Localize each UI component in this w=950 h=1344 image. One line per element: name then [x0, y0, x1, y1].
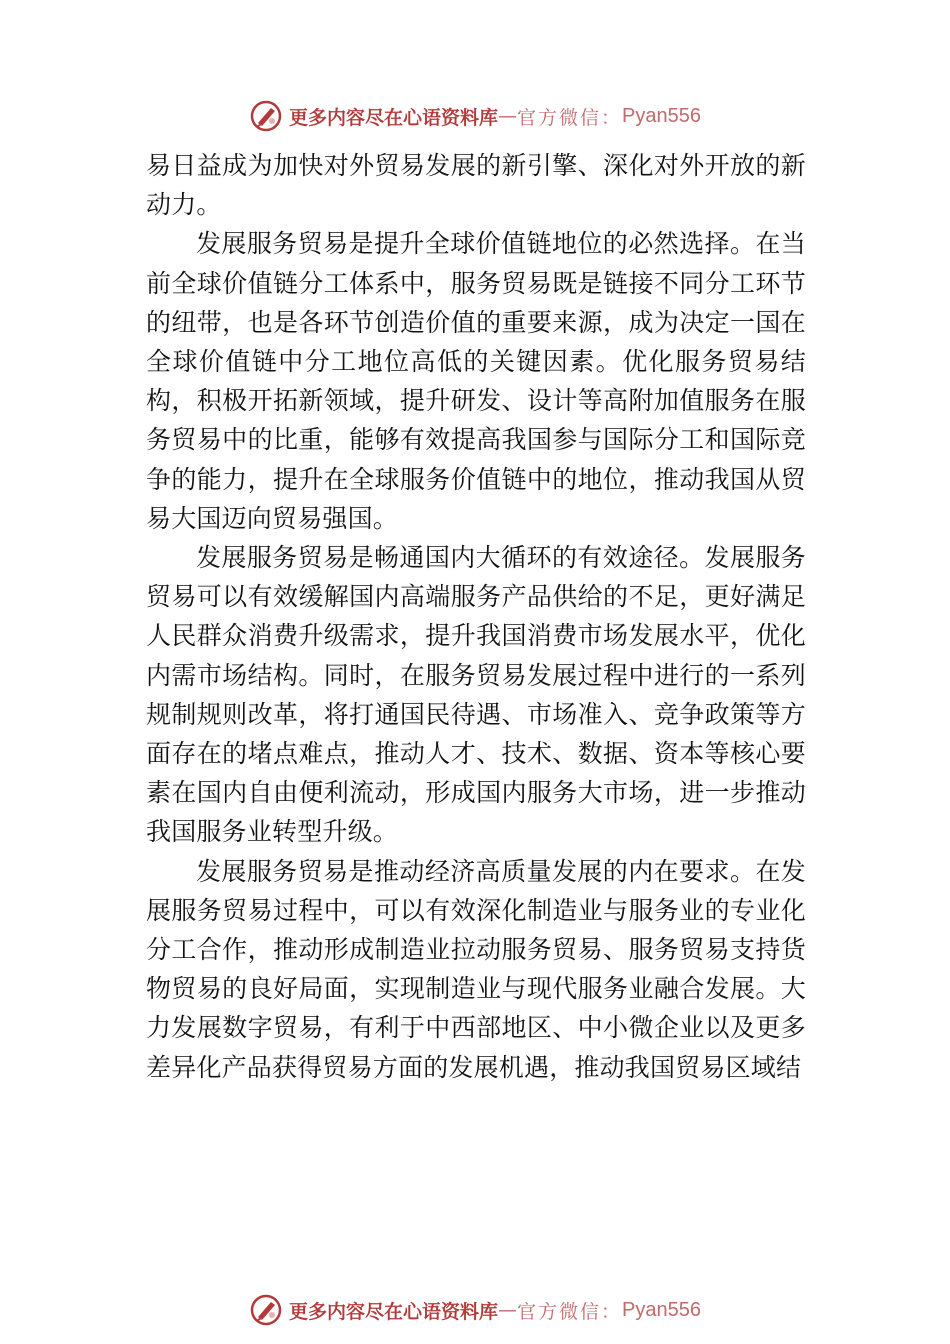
paragraph-2: 发展服务贸易是提升全球价值链地位的必然选择。在当前全球价值链分工体系中，服务贸易既是链接不同分工环节的纽带，也是各环节创造价值的重要来源，成为决定一国在全球价值链中分工地位高低的关键因素。优化服务贸易结构，积极开拓新领域，提升研发、设计等高附加值服务在服务贸易中的比重，能够有效提高我国参与国际分工和国际竞争的能力，提升在全球服务价值链中的地位，推动我国从贸易大国迈向贸易强国。	[146, 229, 806, 533]
document-body	[146, 146, 806, 1087]
paragraph-3: 发展服务贸易是畅通国内大循环的有效途径。发展服务贸易可以有效缓解国内高端服务产品供给的不足，更好满足人民群众消费升级需求，提升我国消费市场发展水平，优化内需市场结构。同时，在服务贸易发展过程中进行的一系列规制规则改革，将打通国民待遇、市场准入、竞争政策等方面存在的堵点难点，推动人才、技术、数据、资本等核心要素在国内自由便利流动，形成国内服务大市场，进一步推动我国服务业转型升级。	[146, 543, 806, 847]
header-watermark	[0, 96, 950, 136]
seal-pen-icon	[249, 1293, 283, 1327]
watermark-wechat-id: Pyan556	[622, 104, 701, 127]
seal-pen-icon	[249, 99, 283, 133]
watermark-separator: —	[498, 1299, 518, 1321]
watermark-brand: 更多内容尽在心语资料库	[289, 106, 499, 129]
footer-watermark	[0, 1290, 950, 1330]
paragraph-4: 发展服务贸易是推动经济高质量发展的内在要求。在发展服务贸易过程中，可以有效深化制造业与服务业的专业化分工合作，推动形成制造业拉动服务贸易、服务贸易支持货物贸易的良好局面，实现制造业与现代服务业融合发展。大力发展数字贸易，有利于中西部地区、中小微企业以及更多差异化产品获得贸易方面的发展机遇，推动我国贸易区域结	[146, 856, 806, 1082]
watermark-label: 官方微信：	[517, 106, 623, 129]
watermark-brand: 更多内容尽在心语资料库	[289, 1300, 499, 1323]
watermark-separator: —	[498, 105, 518, 127]
watermark-wechat-id: Pyan556	[622, 1298, 701, 1321]
paragraph-1: 易日益成为加快对外贸易发展的新引擎、深化对外开放的新动力。	[146, 151, 806, 220]
watermark-label: 官方微信：	[517, 1300, 623, 1323]
